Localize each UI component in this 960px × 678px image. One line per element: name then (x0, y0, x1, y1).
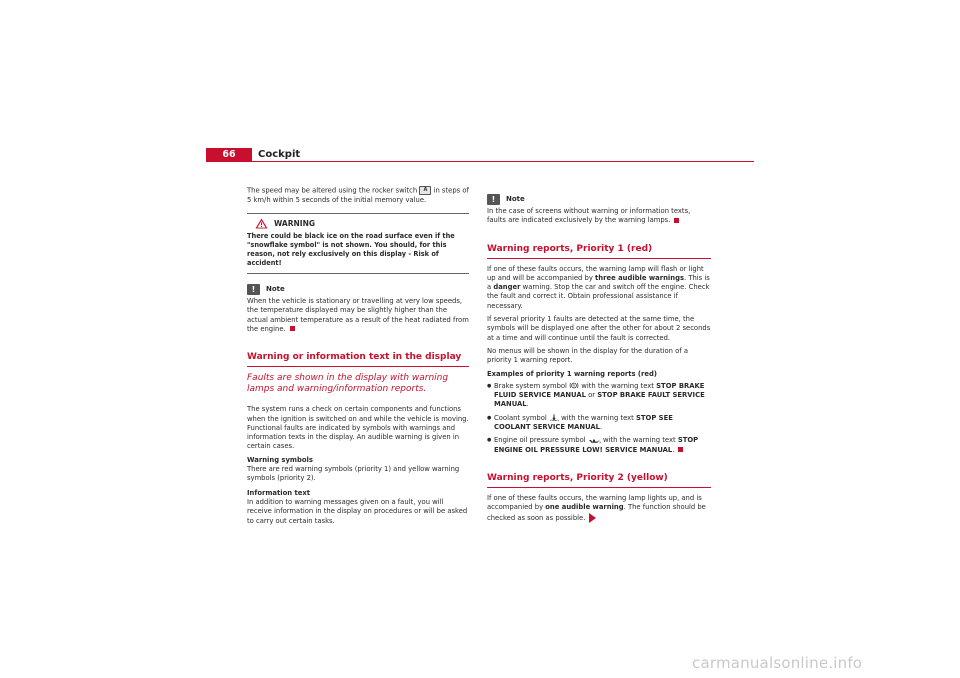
note-header (247, 284, 469, 295)
list-item: ● Engine oil pressure symbol with the warning text STOP ENGINE OIL PRESSURE LOW! SERVICE MANUAL. (487, 436, 711, 455)
note-icon: ! (487, 194, 500, 205)
section-subheading: Faults are shown in the display with warning lamps and warning/information reports. (247, 373, 449, 395)
note-title: Note (266, 284, 285, 293)
intro-paragraph: The speed may be altered using the rocker switch A in steps of 5 km/h within 5 seconds of the initial memory value. (247, 186, 469, 204)
info-text-heading: Information text (247, 488, 310, 497)
page-number: 66 (206, 148, 252, 162)
list-item: ● Coolant symbol with the warning text STOP SEE COOLANT SERVICE MANUAL. (487, 414, 711, 433)
note-paragraph: In the case of screens without warning or information texts, faults are indicated exclusively by the warning lamps. (487, 207, 691, 225)
examples-heading: Examples of priority 1 warning reports (red) (487, 369, 657, 378)
brake-system-icon (569, 382, 579, 389)
warning-title: WARNING (274, 218, 316, 228)
note-title: Note (506, 194, 525, 203)
warning-text: There could be black ice on the road surface even if the "snowflake symbol" is not shown. You should, for this reason, not rely exclusively on this display - Risk of accident! (247, 232, 455, 268)
info-text-block: Information text In addition to warning messages given on a fault, you will receive information in the display on procedures or will be asked to carry out certain tasks. (247, 488, 468, 525)
right-column (487, 186, 711, 527)
priority-2-heading: Warning reports, Priority 2 (yellow) (487, 473, 711, 488)
continue-arrow-icon (589, 513, 596, 523)
oil-pressure-icon (588, 437, 601, 444)
note-icon: ! (247, 284, 260, 295)
priority-1-paragraph-2: If several priority 1 faults are detected at the same time, the symbols will be displayed one after the other for about 2 seconds at a time and will continue until the fault is corrected. (487, 315, 711, 342)
priority-1-paragraph: If one of these faults occurs, the warning lamp will flash or light up and will be accompanied by three audible warnings. This is a danger warning. Stop the car and switch off the engine. Check the fault and correct it. Obtain professional assistance if necessary. (487, 264, 710, 310)
priority-2-paragraph: If one of these faults occurs, the warning lamp lights up, and is accompanied by one audible warning. The function should be checked as soon as possible. (487, 493, 706, 522)
warning-symbols-heading: Warning symbols (247, 455, 313, 464)
note-header (487, 194, 711, 205)
watermark: carmanualsonline.info (692, 654, 863, 672)
end-mark-icon (674, 218, 679, 223)
end-mark-icon (290, 326, 295, 331)
list-item: ● Brake system symbol with the warning text STOP BRAKE FLUID SERVICE MANUAL or STOP BRAKE FAULT SERVICE MANUAL. (487, 382, 711, 410)
end-mark-icon (678, 447, 683, 452)
section-heading: Warning or information text in the display (247, 352, 469, 367)
warning-box (247, 213, 469, 274)
priority-1-heading: Warning reports, Priority 1 (red) (487, 244, 711, 259)
coolant-icon (549, 414, 559, 421)
left-column (247, 186, 469, 530)
header-rule (206, 161, 754, 162)
warning-header (247, 218, 469, 229)
priority-1-paragraph-3: No menus will be shown in the display for the duration of a priority 1 warning report. (487, 346, 689, 365)
rocker-switch-badge: A (419, 186, 431, 195)
warning-symbols-block: Warning symbols There are red warning symbols (priority 1) and yellow warning symbols (priority 2). (247, 455, 460, 483)
note-paragraph: When the vehicle is stationary or travelling at very low speeds, the temperature displayed may be slightly higher than the actual ambient temperature as a result of the heat radiated from the engine. (247, 297, 469, 333)
page-section-title: Cockpit (258, 149, 301, 160)
body-paragraph: The system runs a check on certain components and functions when the ignition is switched on and while the vehicle is moving. Functional faults are indicated by symbols with warnings and information texts in the display. An audible warning is given in certain cases. (247, 405, 469, 451)
warning-triangle-icon (255, 218, 268, 229)
